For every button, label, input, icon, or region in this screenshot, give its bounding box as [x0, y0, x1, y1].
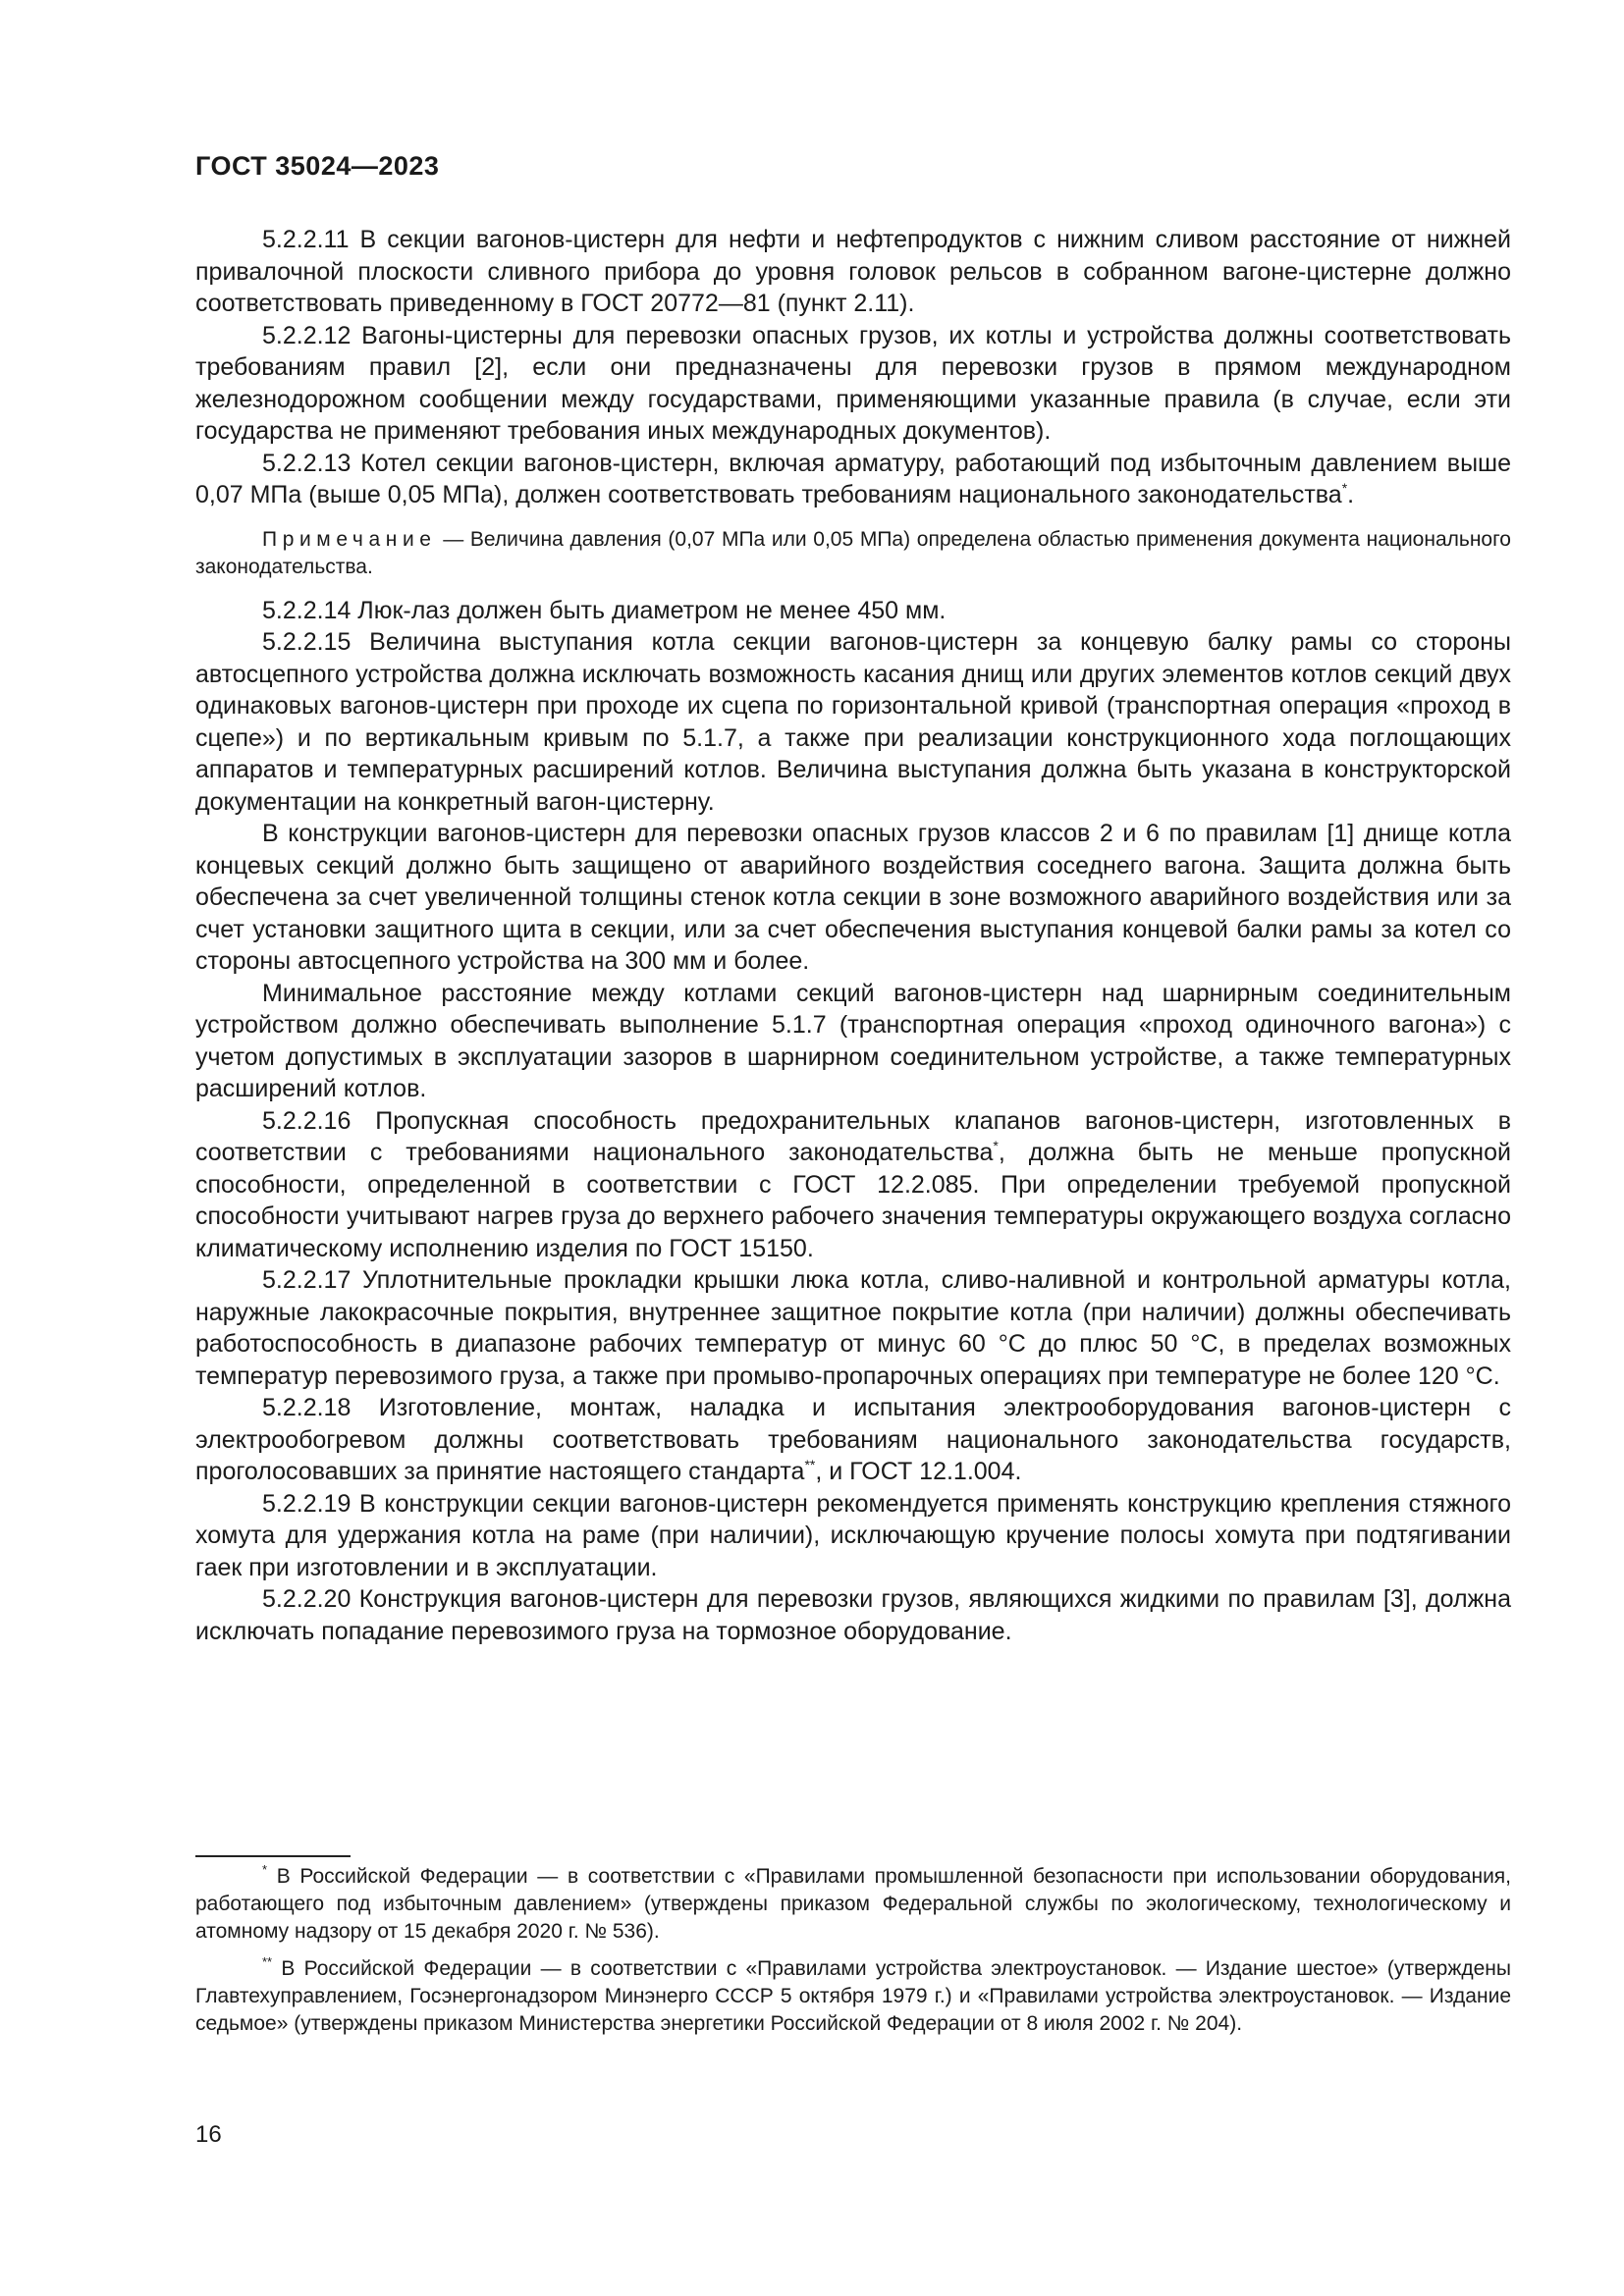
page-number: 16: [195, 2121, 222, 2148]
note-text: — Величина давления (0,07 МПа или 0,05 МПа) определена областью применения документа национального законодательства.: [195, 527, 1511, 578]
footnote-ref-2: **: [804, 1457, 816, 1472]
footnote-1-text: В Российской Федерации — в соответствии с «Правилами промышленной безопасности при использовании оборудования, работающего под избыточным давлением» (утверждены приказом Федеральной службы по экологическому, технологическому и атомному надзору от 15 декабря 2020 г. № 536).: [195, 1865, 1511, 1943]
paragraph-5-2-2-19: 5.2.2.19 В конструкции секции вагонов-цистерн рекомендуется применять конструкцию крепления стяжного хомута для удержания котла на раме (при наличии), исключающую кручение полосы хомута при подтягивании гаек при изготовлении и в эксплуатации.: [195, 1489, 1511, 1581]
paragraph-5-2-2-14: 5.2.2.14 Люк-лаз должен быть диаметром не менее 450 мм.: [262, 596, 947, 624]
paragraph-5-2-2-15-c: Минимальное расстояние между котлами секций вагонов-цистерн над шарнирным соединительным устройством должно обеспечивать выполнение 5.1.7 (транспортная операция «проход одиночного вагона») с учетом допустимых в эксплуатации зазоров в шарнирном соединительном устройстве, а также температурных расширений котлов.: [195, 979, 1511, 1102]
footnote-2: [195, 1955, 1511, 2038]
footnote-ref-1b: *: [993, 1138, 999, 1153]
paragraph-5-2-2-12: 5.2.2.12 Вагоны-цистерны для перевозки опасных грузов, их котлы и устройства должны соответствовать требованиям правил [2], если они предназначены для перевозки грузов в прямом международном железнодорожном сообщении между государствами, применяющими указанные правила (в случае, если эти государства не применяют требования иных международных документов).: [195, 321, 1511, 445]
main-text: [195, 224, 1511, 1647]
footnote-1: [195, 1863, 1511, 1946]
document-header: ГОСТ 35024—2023: [195, 151, 440, 181]
paragraph-5-2-2-15-b: В конструкции вагонов-цистерн для перевозки опасных грузов классов 2 и 6 по правилам [1] днище котла концевых секций должно быть защищено от аварийного воздействия соседнего вагона. Защита должна быть обеспечена за счет увеличенной толщины стенок котла секции в зоне возможного аварийного воздействия или за счет установки защитного щита в секции, или за счет обеспечения выступания концевой балки рамы за котел со стороны автосцепного устройства на 300 мм и более.: [195, 820, 1511, 975]
paragraph-5-2-2-18-text-b: , и ГОСТ 12.1.004.: [815, 1458, 1022, 1485]
paragraph-5-2-2-13-end: .: [1347, 481, 1355, 508]
paragraph-5-2-2-18: [195, 1392, 1511, 1488]
paragraph-5-2-2-13: [195, 448, 1511, 511]
paragraph-5-2-2-17: 5.2.2.17 Уплотнительные прокладки крышки люка котла, сливо-наливной и контрольной арматуры котла, наружные лакокрасочные покрытия, внутреннее защитное покрытие котла (при наличии) должны обеспечивать работоспособность в диапазоне рабочих температур от минус 60 °C до плюс 50 °C, в пределах возможных температур перевозимого груза, а также при промыво-пропарочных операциях при температуре не более 120 °C.: [195, 1266, 1511, 1390]
paragraph-5-2-2-15: 5.2.2.15 Величина выступания котла секции вагонов-цистерн за концевую балку рамы со стороны автосцепного устройства должна исключать возможность касания днищ или других элементов котлов секций двух одинаковых вагонов-цистерн при проходе их сцепа по горизонтальной кривой (транспортная операция «проход в сцепе») и по вертикальным кривым по 5.1.7, а также при реализации конструкционного хода поглощающих аппаратов и температурных расширений котлов. Величина выступания должна быть указана в конструкторской документации на конкретный вагон-цистерну.: [195, 628, 1511, 816]
footnote-divider: [195, 1855, 351, 1857]
footnote-1-mark: *: [262, 1862, 268, 1877]
paragraph-5-2-2-13-text: 5.2.2.13 Котел секции вагонов-цистерн, включая арматуру, работающий под избыточным давлением выше 0,07 МПа (выше 0,05 МПа), должен соответствовать требованиям национального законодательства: [195, 449, 1511, 508]
footnotes: [195, 1863, 1511, 2048]
paragraph-5-2-2-16-text-b: , должна быть не меньше пропускной способности, определенной в соответствии с ГОСТ 12.2.085. При определении требуемой пропускной способности учитывают нагрев груза до верхнего рабочего значения температуры окружающего воздуха согласно климатическому исполнению изделия по ГОСТ 15150.: [195, 1139, 1511, 1262]
note-label: Примечание: [262, 527, 437, 551]
paragraph-5-2-2-18-text-a: 5.2.2.18 Изготовление, монтаж, наладка и испытания электрооборудования вагонов-цистерн с электрообогревом должны соответствовать требованиям национального законодательства государств, проголосовавших за принятие настоящего стандарта: [195, 1394, 1511, 1485]
paragraph-5-2-2-11: 5.2.2.11 В секции вагонов-цистерн для нефти и нефтепродуктов с нижним сливом расстояние от нижней привалочной плоскости сливного прибора до уровня головок рельсов в собранном вагоне-цистерне должно соответствовать приведенному в ГОСТ 20772—81 (пункт 2.11).: [195, 226, 1511, 317]
note: [195, 526, 1511, 581]
footnote-2-text: В Российской Федерации — в соответствии с «Правилами устройства электроустановок. — Издание шестое» (утверждены Главтехуправлением, Госэнергонадзором Минэнерго СССР 5 октября 1979 г.) и «Правилами устройства электроустановок. — Издание седьмое» (утверждены приказом Министерства энергетики Российской Федерации от 8 июля 2002 г. № 204).: [195, 1957, 1511, 2035]
paragraph-5-2-2-16: [195, 1105, 1511, 1265]
footnote-ref-1: *: [1341, 480, 1348, 496]
paragraph-5-2-2-20: 5.2.2.20 Конструкция вагонов-цистерн для перевозки грузов, являющихся жидкими по правилам [3], должна исключать попадание перевозимого груза на тормозное оборудование.: [195, 1585, 1511, 1645]
footnote-2-mark: **: [262, 1954, 273, 1969]
paragraph-5-2-2-16-text-a: 5.2.2.16 Пропускная способность предохранительных клапанов вагонов-цистерн, изготовленных в соответствии с требованиями национального законодательства: [195, 1106, 1511, 1166]
